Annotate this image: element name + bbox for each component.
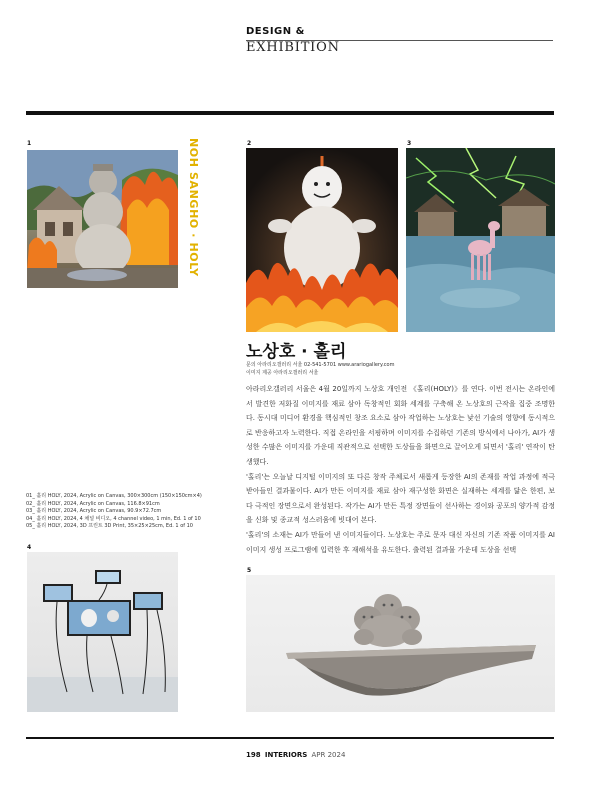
exhibition-image-credit: 이미지 제공 아라리오갤러리 서울 xyxy=(246,370,319,376)
exhibition-title: 노상호 · 홀리 xyxy=(246,342,347,362)
exhibition-contact-info: 문의 아라리오갤러리 서울 02-541-5701 www.arariogallery.com xyxy=(246,362,395,368)
body-paragraph-2: '홀리'는 오늘날 디지털 이미지의 또 다른 창작 주체로서 새롭게 등장한 AI의 존재를 작업 과정에 적극 받아들인 결과물이다. AI가 만든 이미지를 재료 삼아 재구성한 화면은 실재하는 세계를 닮은 한편, 보다 극적인 장면으로서 완성된다. 작가는 AI가 만든 특정 장면들이 선사하는 경이와 공포의 양가적 감정을 신화 및 종교적 성스러움에 빗대어 본다. xyxy=(246,472,555,525)
artwork-image-1 xyxy=(27,150,178,288)
body-paragraph-3: '홀리'의 소재는 AI가 만들어 낸 이미지들이다. 노상호는 주로 문자 대신 자신의 기존 작품 이미지를 AI 이미지 생성 프로그램에 입력한 후 재해석을 유도한다. 출력된 결과물 가운데 도상을 선택 xyxy=(246,530,555,554)
figure-number-1: 1 xyxy=(27,140,32,147)
footer-rule xyxy=(26,737,554,739)
artwork-image-1-graphic xyxy=(27,150,178,288)
issue-date: APR 2024 xyxy=(311,751,346,759)
artwork-image-3 xyxy=(406,148,555,332)
artwork-vertical-title: NOH SANGHO · HOLY xyxy=(187,138,200,277)
caption-1: 01_ 홀리 HOLY, 2024, Acrylic on Canvas, 300×300cm (150×150cm×4) xyxy=(26,493,202,499)
artwork-image-2-graphic xyxy=(246,148,398,332)
artwork-image-2 xyxy=(246,148,398,332)
magazine-name: INTERIORS xyxy=(264,751,308,759)
figure-captions xyxy=(26,493,241,531)
figure-number-2: 2 xyxy=(247,140,252,147)
section-label-top: DESIGN & xyxy=(246,26,305,37)
top-thick-rule xyxy=(26,111,554,115)
artwork-image-4 xyxy=(27,552,178,712)
figure-number-4: 4 xyxy=(27,544,32,551)
page-number: 198 xyxy=(246,751,261,759)
figure-number-5: 5 xyxy=(247,567,252,574)
figure-number-3: 3 xyxy=(407,140,412,147)
page-footer xyxy=(246,751,345,759)
article-body xyxy=(246,382,555,557)
artwork-image-3-graphic xyxy=(406,148,555,332)
artwork-image-4-graphic xyxy=(27,552,178,712)
caption-4: 04_ 홀리 HOLY, 2024, 4 채널 비디오, 4 channel video, 1 min, Ed. 1 of 10 xyxy=(26,515,201,522)
section-label-bottom: EXHIBITION xyxy=(246,40,340,55)
artwork-image-5 xyxy=(246,575,555,712)
caption-3: 03_ 홀리 HOLY, 2024, Acrylic on Canvas, 90.9×72.7cm xyxy=(26,508,162,515)
artwork-image-5-graphic xyxy=(246,575,555,712)
caption-2: 02_ 홀리 HOLY, 2024, Acrylic on Canvas, 116.8×91cm xyxy=(26,500,160,507)
caption-5: 05_ 홀리 HOLY, 2024, 3D 프린트 3D Print, 35×25×25cm, Ed. 1 of 10 xyxy=(26,523,193,530)
body-paragraph-1: 아라리오갤러리 서울은 4월 20일까지 노상호 개인전 《홀리(HOLY)》를 연다. 이번 전시는 온라인에서 발견한 저화질 이미지를 재료 삼아 독창적인 회화 세계를 구축해 온 노상호의 근작을 집중 조명한다. 동시대 미디어 환경을 핵심적인 창조 요소로 삼아 작업하는 노상호는 낯선 기술의 영향에 동시적으로 반응하고자 노력한다. 직접 온라인을 서핑하며 이미지를 수집하던 기존의 방식에서 나아가, AI가 생성한 수많은 이미지를 가운데 직관적으로 선택한 도상들을 화면으로 끌어오게 되면서 '홀리' 연작이 탄생했다. xyxy=(246,385,555,466)
